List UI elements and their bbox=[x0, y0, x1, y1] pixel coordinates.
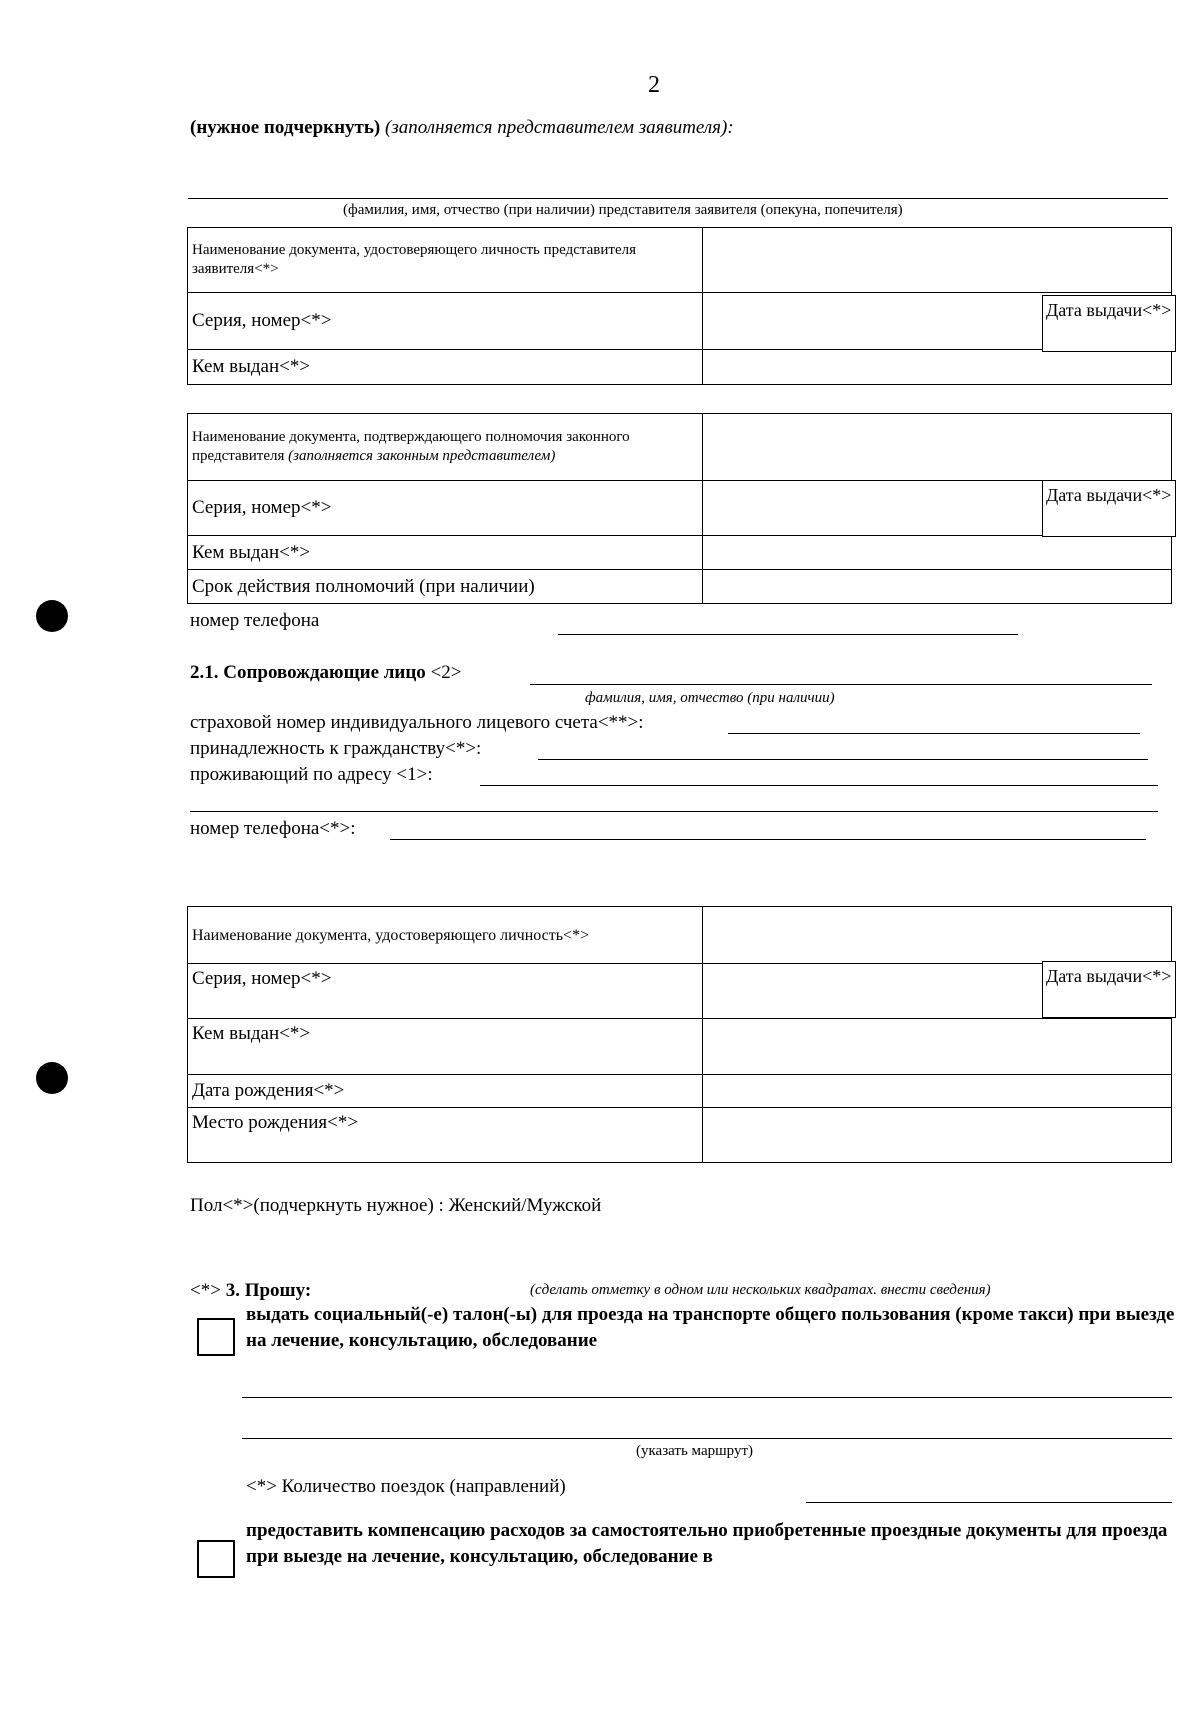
phone-label: номер телефона bbox=[190, 610, 320, 631]
companion-phone-label: номер телефона<*>: bbox=[190, 818, 356, 839]
rep-name-field[interactable] bbox=[188, 198, 1168, 199]
authority-table bbox=[187, 413, 1172, 604]
rep-name-caption: (фамилия, имя, отчество (при наличии) представителя заявителя (опекуна, попечителя) bbox=[343, 202, 903, 218]
phone-field[interactable] bbox=[558, 634, 1018, 635]
citizenship-label: принадлежность к гражданству<*>: bbox=[190, 738, 482, 759]
companion-phone-field[interactable] bbox=[390, 839, 1146, 840]
request-marker: <*> bbox=[190, 1280, 221, 1301]
companion-birth-date-field[interactable] bbox=[703, 1075, 1172, 1108]
companion-birth-place-field[interactable] bbox=[703, 1108, 1172, 1163]
rep-doc-name-label: Наименование документа, удостоверяющего личность представителя заявителя<*> bbox=[188, 228, 703, 293]
companion-issue-date-label: Дата выдачи<*> bbox=[1042, 961, 1176, 1018]
punch-hole-dot bbox=[36, 1062, 68, 1094]
companion-birth-date-label: Дата рождения<*> bbox=[188, 1075, 703, 1108]
companion-ref: <2> bbox=[430, 662, 462, 683]
punch-hole-dot bbox=[36, 600, 68, 632]
companion-birth-place-label: Место рождения<*> bbox=[188, 1108, 703, 1163]
route-field-line2[interactable] bbox=[242, 1438, 1172, 1439]
rep-issue-date-label: Дата выдачи<*> bbox=[1042, 295, 1176, 352]
authority-validity-label: Срок действия полномочий (при наличии) bbox=[188, 570, 703, 604]
rep-doc-name-field[interactable] bbox=[703, 228, 1172, 293]
address-field-line2[interactable] bbox=[190, 811, 1158, 812]
authority-doc-name-label bbox=[188, 414, 703, 481]
rep-issued-by-field[interactable] bbox=[703, 350, 1172, 385]
companion-doc-name-field[interactable] bbox=[703, 907, 1172, 964]
authority-doc-name-italic: (заполняется законным представителем) bbox=[288, 448, 556, 464]
snils-field[interactable] bbox=[728, 733, 1140, 734]
section-heading bbox=[190, 117, 734, 139]
route-field-line1[interactable] bbox=[242, 1397, 1172, 1398]
address-field[interactable] bbox=[480, 785, 1158, 786]
option-talon-checkbox[interactable] bbox=[197, 1318, 235, 1356]
authority-doc-name-field[interactable] bbox=[703, 414, 1172, 481]
authority-validity-field[interactable] bbox=[703, 570, 1172, 604]
authority-issued-by-label: Кем выдан<*> bbox=[188, 536, 703, 570]
companion-doc-name-label: Наименование документа, удостоверяющего личность<*> bbox=[188, 907, 703, 964]
route-caption: (указать маршрут) bbox=[636, 1443, 754, 1459]
companion-name-field[interactable] bbox=[530, 684, 1152, 685]
companion-issued-by-label: Кем выдан<*> bbox=[188, 1019, 703, 1075]
heading-bold: (нужное подчеркнуть) bbox=[190, 117, 381, 138]
companion-name-caption: фамилия, имя, отчество (при наличии) bbox=[585, 690, 835, 706]
page-number: 2 bbox=[648, 72, 660, 98]
address-label: проживающий по адресу <1>: bbox=[190, 764, 433, 785]
citizenship-field[interactable] bbox=[538, 759, 1148, 760]
request-heading bbox=[190, 1280, 311, 1302]
companion-issued-by-field[interactable] bbox=[703, 1019, 1172, 1075]
trips-field[interactable] bbox=[806, 1502, 1172, 1503]
companion-id-table bbox=[187, 906, 1172, 1163]
option-compensation-checkbox[interactable] bbox=[197, 1540, 235, 1578]
request-hint: (сделать отметку в одном или нескольких квадратах. внести сведения) bbox=[530, 1282, 991, 1298]
option-compensation-text: предоставить компенсацию расходов за самостоятельно приобретенные проездные документы для проезда при выезде на лечение, консультацию, обследование в bbox=[246, 1520, 1168, 1567]
rep-issued-by-label: Кем выдан<*> bbox=[188, 350, 703, 385]
request-title: 3. Прошу: bbox=[225, 1280, 312, 1301]
heading-italic: (заполняется представителем заявителя): bbox=[385, 117, 734, 138]
companion-heading bbox=[190, 662, 462, 684]
authority-series-label: Серия, номер<*> bbox=[188, 481, 703, 536]
rep-series-label: Серия, номер<*> bbox=[188, 293, 703, 350]
authority-issue-date-label: Дата выдачи<*> bbox=[1042, 480, 1176, 537]
gender-line: Пол<*>(подчеркнуть нужное) : Женский/Мужской bbox=[190, 1195, 602, 1216]
authority-doc-name-main: Наименование документа, подтверждающего полномочия законного представителя bbox=[192, 429, 630, 464]
trips-label: <*> Количество поездок (направлений) bbox=[246, 1476, 566, 1497]
companion-series-label: Серия, номер<*> bbox=[188, 964, 703, 1019]
snils-label: страховой номер индивидуального лицевого счета<**>: bbox=[190, 712, 644, 733]
authority-issued-by-field[interactable] bbox=[703, 536, 1172, 570]
companion-title: 2.1. Сопровождающие лицо bbox=[190, 662, 426, 683]
rep-id-table bbox=[187, 227, 1172, 385]
option-talon-text: выдать социальный(-е) талон(-ы) для проезда на транспорте общего пользования (кроме такси) при выезде на лечение, консультацию, обследование bbox=[246, 1304, 1175, 1351]
